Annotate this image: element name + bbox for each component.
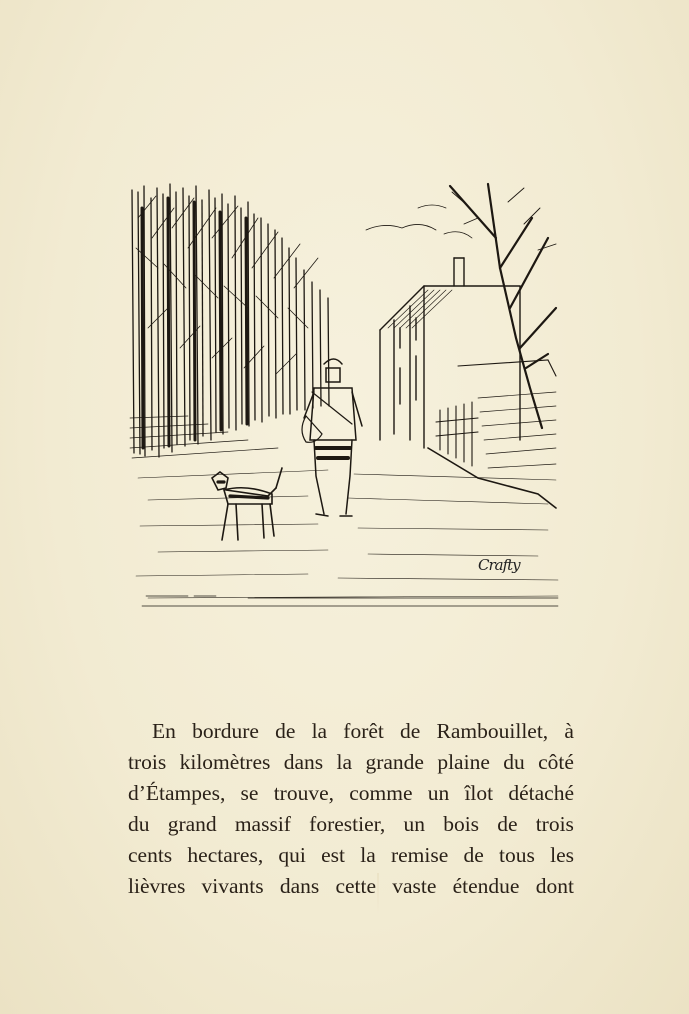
word: la — [336, 750, 353, 774]
word: îlot — [464, 781, 494, 805]
word: est — [321, 843, 346, 867]
word: bois — [443, 812, 480, 836]
word: forêt — [343, 719, 384, 743]
word: plaine — [437, 750, 490, 774]
artist-signature: Crafty — [478, 556, 520, 574]
text-line-3-content — [128, 778, 574, 809]
text-line-5-content — [128, 840, 574, 871]
word: dans — [279, 874, 320, 898]
word: un — [403, 812, 425, 836]
bare-tree-twigs — [452, 188, 556, 250]
word: la — [311, 719, 328, 743]
word: dont — [535, 874, 574, 898]
paper-crease — [377, 873, 379, 913]
word: de — [463, 843, 484, 867]
word: remise — [390, 843, 449, 867]
dog-figure — [212, 468, 282, 540]
word: massif — [234, 812, 291, 836]
word: un — [427, 781, 450, 805]
text-line-2 — [128, 747, 574, 778]
word: comme — [349, 781, 413, 805]
word: vivants — [201, 874, 264, 898]
word: côté — [538, 750, 574, 774]
word: tous — [499, 843, 535, 867]
word: trois — [128, 750, 167, 774]
word: les — [550, 843, 574, 867]
word: En — [152, 719, 176, 743]
text-line-6 — [128, 871, 574, 902]
text-line-2-content — [128, 747, 574, 778]
word: du — [503, 750, 525, 774]
word: d’Étampes, — [128, 781, 226, 805]
word: grand — [167, 812, 217, 836]
engraving-illustration — [128, 178, 564, 614]
word: qui — [278, 843, 306, 867]
word: cette — [335, 874, 377, 898]
sky-clouds — [366, 205, 472, 238]
word: trouve, — [273, 781, 334, 805]
word: kilomètres — [179, 750, 271, 774]
text-line-4 — [128, 809, 574, 840]
text-line-5 — [128, 840, 574, 871]
hunter-bag — [302, 392, 352, 442]
engraving-svg — [128, 178, 564, 614]
word: bordure — [192, 719, 259, 743]
word: Rambouillet, — [436, 719, 549, 743]
bare-tree — [450, 184, 556, 428]
word: de — [400, 719, 421, 743]
text-line-1-content — [152, 716, 574, 747]
word: étendue — [452, 874, 520, 898]
hedge — [478, 392, 556, 468]
word: la — [360, 843, 376, 867]
text-line-1 — [128, 716, 574, 747]
word: de — [497, 812, 518, 836]
word: vaste — [392, 874, 437, 898]
word: du — [128, 812, 150, 836]
word: forestier, — [309, 812, 386, 836]
word: grande — [365, 750, 424, 774]
road-hatching — [136, 470, 558, 598]
word: lièvres — [128, 874, 186, 898]
text-line-6-content — [128, 871, 574, 902]
body-text — [128, 716, 574, 902]
word: dans — [283, 750, 324, 774]
house-roof-hatching — [388, 290, 452, 328]
word: cents — [128, 843, 173, 867]
word: à — [564, 719, 574, 743]
farmhouse — [380, 258, 520, 448]
word: hectares, — [187, 843, 264, 867]
word: trois — [535, 812, 574, 836]
text-line-4-content — [128, 809, 574, 840]
word: détaché — [508, 781, 574, 805]
hunter-shading — [316, 448, 350, 458]
text-line-3 — [128, 778, 574, 809]
word: se — [240, 781, 259, 805]
word: de — [275, 719, 296, 743]
